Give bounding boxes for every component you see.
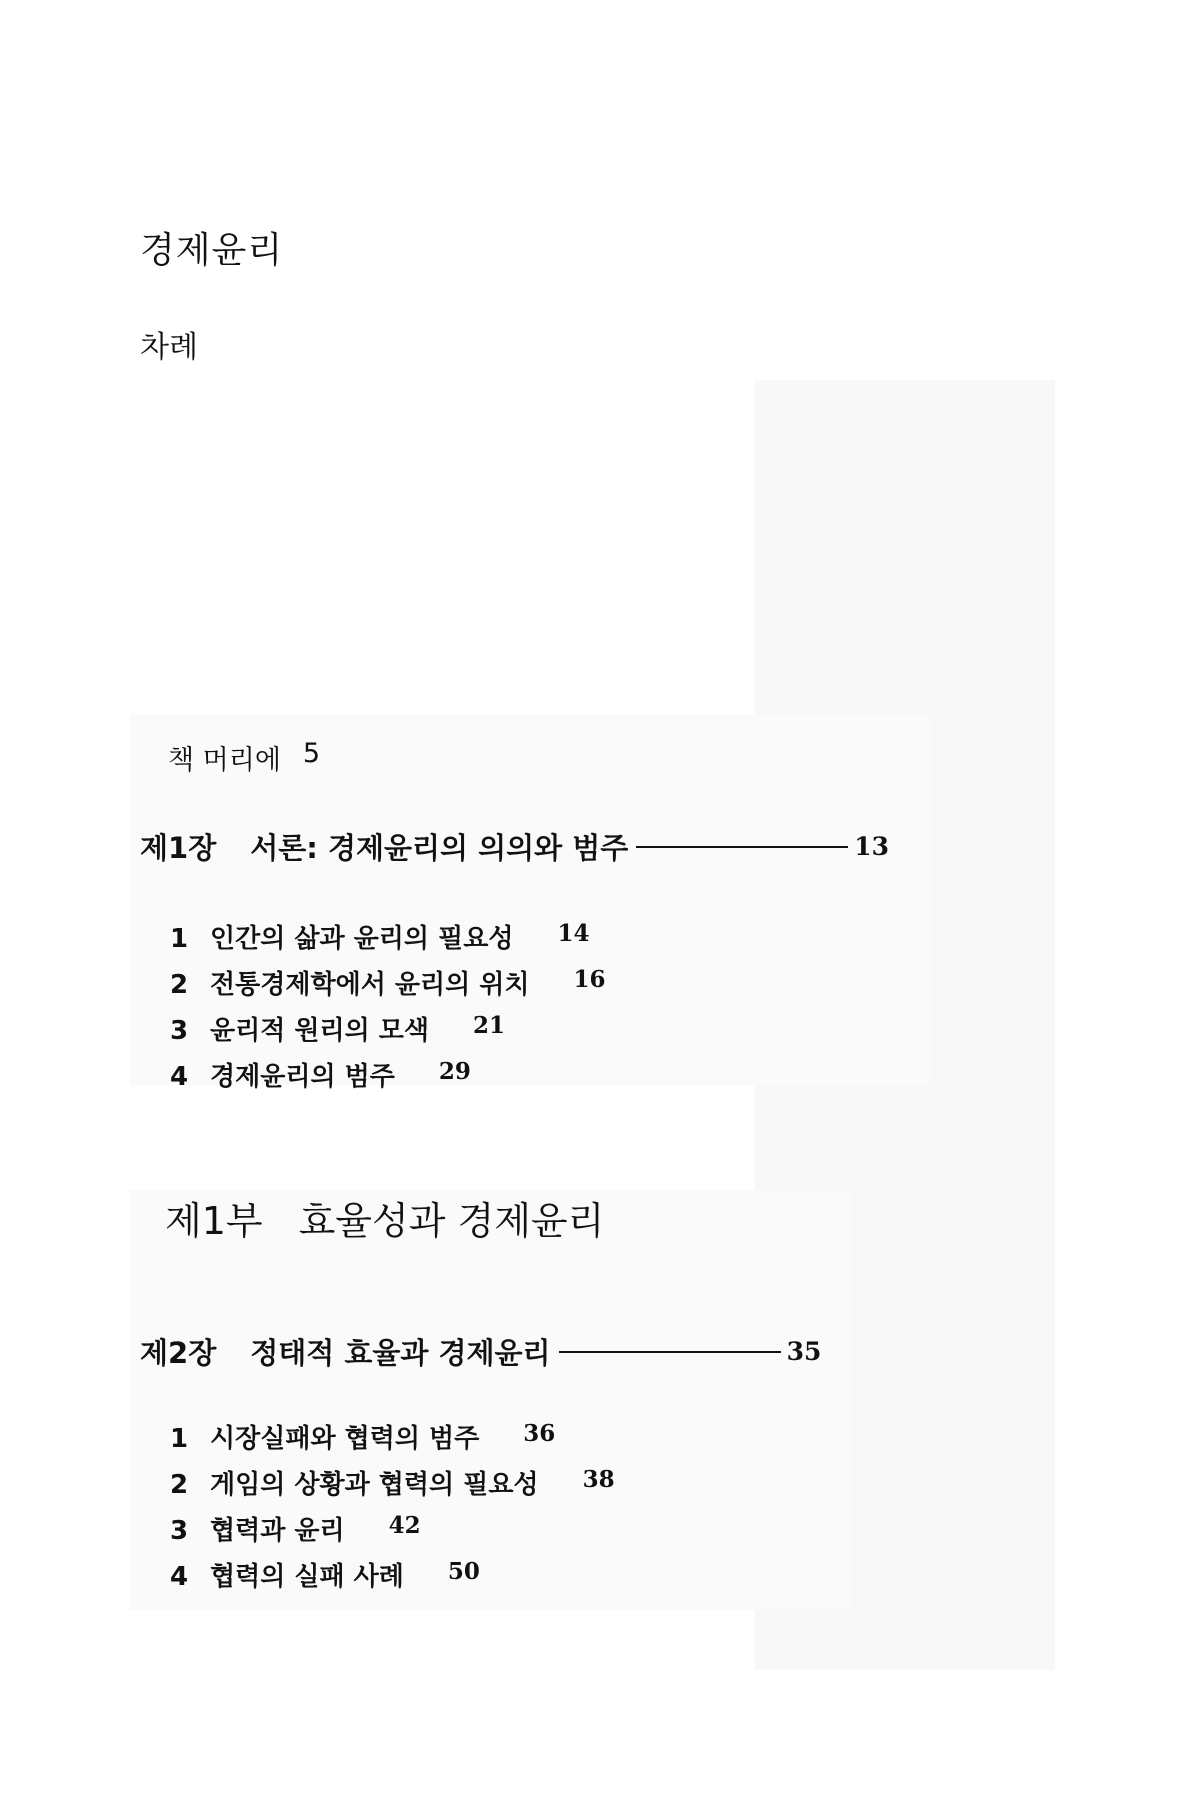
chapter-2-sections bbox=[170, 1418, 615, 1602]
chapter-1-entry[interactable] bbox=[140, 826, 889, 867]
section-number: 1 bbox=[170, 1424, 189, 1454]
chapter-number: 제1장 bbox=[140, 831, 217, 865]
section-entry[interactable] bbox=[170, 918, 606, 964]
section-entry[interactable] bbox=[170, 1464, 615, 1510]
section-number: 4 bbox=[170, 1562, 189, 1592]
chapter-page: 35 bbox=[786, 1337, 822, 1366]
chapter-2-entry[interactable] bbox=[140, 1331, 821, 1372]
section-number: 4 bbox=[170, 1062, 189, 1092]
chapter-title: 정태적 효율과 경제윤리 bbox=[250, 1336, 551, 1370]
section-title: 인간의 삶과 윤리의 필요성 bbox=[210, 924, 514, 954]
chapter-1-sections bbox=[170, 918, 606, 1102]
section-page: 42 bbox=[388, 1512, 421, 1539]
section-entry[interactable] bbox=[170, 1510, 615, 1556]
section-entry[interactable] bbox=[170, 1056, 606, 1102]
preface-entry[interactable] bbox=[168, 738, 320, 777]
section-title: 게임의 상황과 협력의 필요성 bbox=[210, 1470, 539, 1500]
section-entry[interactable] bbox=[170, 1418, 615, 1464]
section-title: 협력과 윤리 bbox=[210, 1516, 345, 1546]
section-page: 50 bbox=[447, 1558, 480, 1585]
section-title: 윤리적 원리의 모색 bbox=[210, 1016, 430, 1046]
section-entry[interactable] bbox=[170, 1010, 606, 1056]
section-number: 2 bbox=[170, 1470, 189, 1500]
section-entry[interactable] bbox=[170, 1556, 615, 1602]
section-entry[interactable] bbox=[170, 964, 606, 1010]
section-title: 전통경제학에서 윤리의 위치 bbox=[210, 970, 530, 1000]
preface-page: 5 bbox=[302, 738, 321, 769]
section-page: 16 bbox=[573, 966, 606, 993]
part-1-heading[interactable] bbox=[165, 1190, 604, 1245]
section-title: 경제윤리의 범주 bbox=[210, 1062, 395, 1092]
section-number: 3 bbox=[170, 1516, 189, 1546]
section-page: 29 bbox=[438, 1058, 471, 1085]
contents-heading: 차례 bbox=[140, 330, 198, 365]
leader-line bbox=[559, 1351, 781, 1353]
section-page: 21 bbox=[473, 1012, 506, 1039]
part-number: 제1부 bbox=[165, 1199, 263, 1243]
book-title: 경제윤리 bbox=[140, 230, 284, 271]
section-title: 시장실패와 협력의 범주 bbox=[210, 1424, 480, 1454]
section-number: 3 bbox=[170, 1016, 189, 1046]
leader-line bbox=[636, 846, 848, 848]
section-title: 협력의 실패 사례 bbox=[210, 1562, 404, 1592]
section-number: 1 bbox=[170, 924, 189, 954]
chapter-number: 제2장 bbox=[140, 1336, 217, 1370]
chapter-title: 서론: 경제윤리의 의의와 범주 bbox=[250, 831, 629, 865]
section-page: 36 bbox=[523, 1420, 556, 1447]
preface-label: 책 머리에 bbox=[168, 745, 281, 776]
part-title: 효율성과 경제윤리 bbox=[298, 1199, 605, 1243]
section-number: 2 bbox=[170, 970, 189, 1000]
chapter-page: 13 bbox=[854, 832, 890, 861]
section-page: 38 bbox=[582, 1466, 615, 1493]
section-page: 14 bbox=[557, 920, 590, 947]
